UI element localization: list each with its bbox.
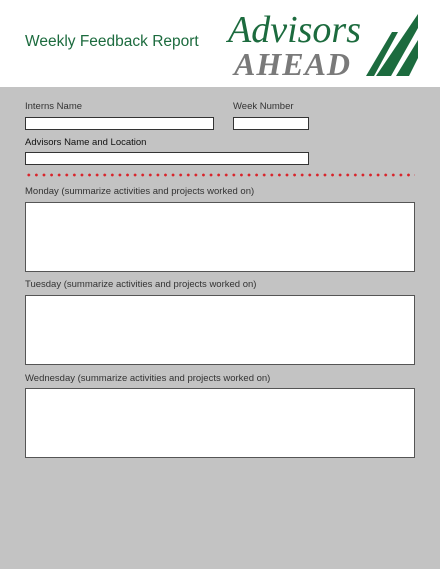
monday-label: Monday (summarize activities and projects worked on) bbox=[25, 186, 255, 197]
logo-text-ahead: AHEAD bbox=[234, 46, 352, 78]
wednesday-textarea[interactable] bbox=[25, 388, 415, 458]
report-header bbox=[0, 0, 440, 87]
logo-text-advisors: Advisors bbox=[228, 9, 361, 51]
week-number-input[interactable] bbox=[233, 117, 309, 130]
week-number-label: Week Number bbox=[233, 101, 294, 112]
advisor-name-location-input[interactable] bbox=[25, 152, 309, 165]
interns-name-label: Interns Name bbox=[25, 101, 83, 112]
advisors-ahead-logo bbox=[226, 8, 418, 78]
tuesday-label: Tuesday (summarize activities and projects worked on) bbox=[25, 279, 257, 290]
tuesday-textarea[interactable] bbox=[25, 295, 415, 365]
interns-name-input[interactable] bbox=[25, 117, 214, 130]
page-title: Weekly Feedback Report bbox=[25, 33, 199, 50]
monday-textarea[interactable] bbox=[25, 202, 415, 272]
wednesday-label: Wednesday (summarize activities and projects worked on) bbox=[25, 373, 271, 384]
advisor-name-location-label: Advisors Name and Location bbox=[25, 137, 147, 148]
section-divider bbox=[25, 173, 415, 177]
